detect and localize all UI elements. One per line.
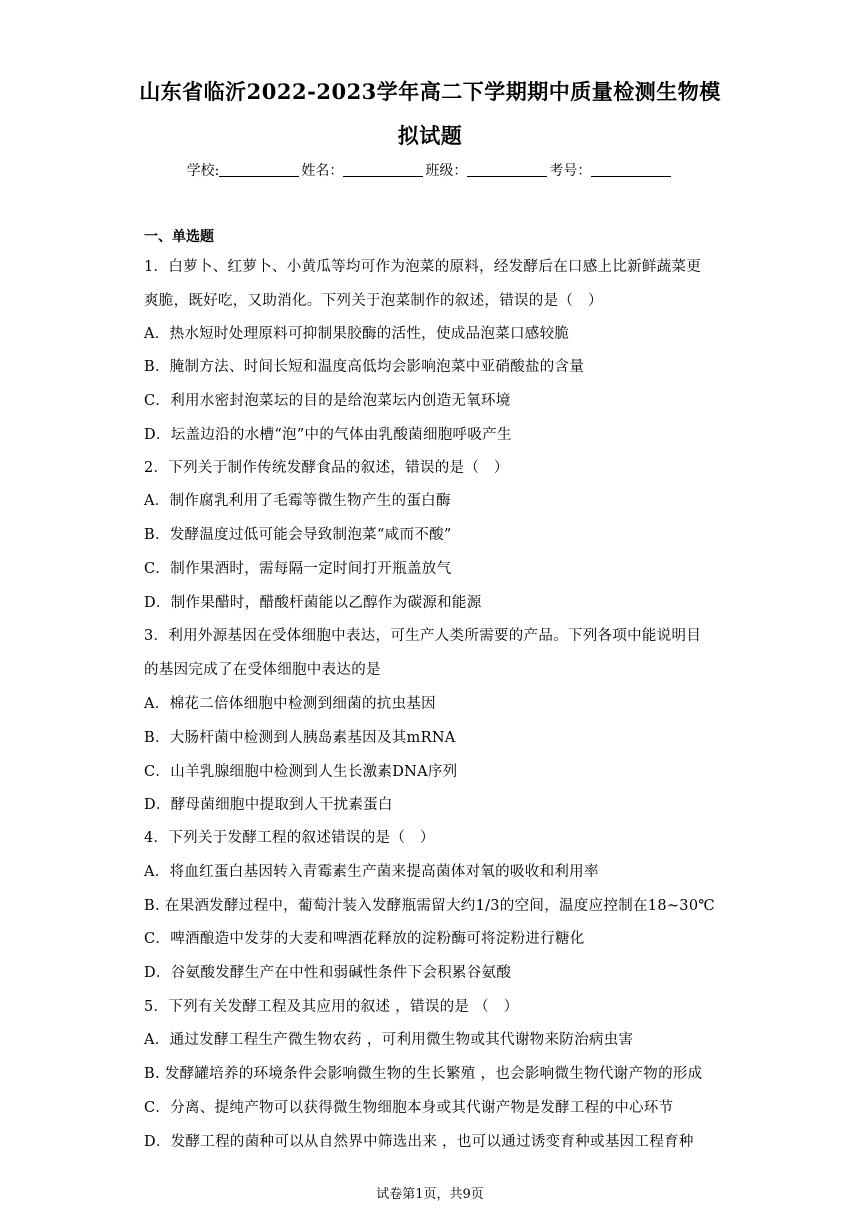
question-text-line: 爽脆，既好吃，又助消化。下列关于泡菜制作的叙述，错误的是（ ） <box>144 293 603 309</box>
option-line: C．利用水密封泡菜坛的目的是给泡菜坛内创造无氧环境 <box>144 393 511 409</box>
option-line: A．将血红蛋白基因转入青霉素生产菌来提高菌体对氧的吸收和利用率 <box>144 864 599 880</box>
option-line: A．热水短时处理原料可抑制果胶酶的活性，使成品泡菜口感较脆 <box>144 326 570 342</box>
class-label: 班级： <box>425 163 468 179</box>
option-line: D．坛盖边沿的水槽“泡”中的气体由乳酸菌细胞呼吸产生 <box>144 427 512 443</box>
option-line: A．通过发酵工程生产微生物农药 ，可利用微生物或其代谢物来防治病虫害 <box>144 1032 634 1048</box>
option-line: B．大肠杆菌中检测到人胰岛素基因及其mRNA <box>144 730 456 746</box>
question-text-line: 1．白萝卜、红萝卜、小黄瓜等均可作为泡菜的原料，经发酵后在口感上比新鲜蔬菜更 <box>144 259 702 275</box>
option-line: C．分离、提纯产物可以获得微生物细胞本身或其代谢产物是发酵工程的中心环节 <box>144 1100 674 1116</box>
exam-title-line1: 山东省临沂2022-2023学年高二下学期期中质量检测生物模 <box>139 79 721 104</box>
option-line: C．啤酒酿造中发芽的大麦和啤酒花释放的淀粉酶可将淀粉进行糖化 <box>144 931 585 947</box>
question-text-line: 5．下列有关发酵工程及其应用的叙述 ，错误的是 （ ） <box>144 999 519 1015</box>
option-line: D．发酵工程的菌种可以从自然界中筛选出来 ，也可以通过诱变育种或基因工程育种 <box>144 1134 694 1150</box>
exam-title-line2: 拟试题 <box>397 123 463 148</box>
school-label: 学校: <box>186 163 220 179</box>
question-text-line: 的基因完成了在受体细胞中表达的是 <box>144 662 381 678</box>
option-line: B．腌制方法、时间长短和温度高低均会影响泡菜中亚硝酸盐的含量 <box>144 359 585 375</box>
option-line: B. 在果酒发酵过程中，葡萄汁装入发酵瓶需留大约1/3的空间，温度应控制在18~30℃ <box>144 898 715 914</box>
school-blank <box>219 162 299 177</box>
option-line: B．发酵温度过低可能会导致制泡菜“咸而不酸” <box>144 527 452 543</box>
option-line: D．酵母菌细胞中提取到人干扰素蛋白 <box>144 797 393 813</box>
question-text-line: 3．利用外源基因在受体细胞中表达，可生产人类所需要的产品。下列各项中能说明目 <box>144 628 702 644</box>
option-line: A．制作腐乳利用了毛霉等微生物产生的蛋白酶 <box>144 493 451 509</box>
exam-no-blank <box>591 162 671 177</box>
page-footer: 试卷第1页，共9页 <box>376 1187 484 1202</box>
name-blank <box>343 162 423 177</box>
question-text-line: 4．下列关于发酵工程的叙述错误的是（ ） <box>144 830 435 846</box>
option-line: C．制作果酒时，需每隔一定时间打开瓶盖放气 <box>144 561 452 577</box>
option-line: C．山羊乳腺细胞中检测到人生长激素DNA序列 <box>144 764 458 780</box>
student-info-row <box>0 160 860 180</box>
question-text-line: 2．下列关于制作传统发酵食品的叙述，错误的是（ ） <box>144 460 509 476</box>
name-label: 姓名： <box>301 163 344 179</box>
section-title: 一、单选题 <box>144 229 214 245</box>
option-line: D．谷氨酸发酵生产在中性和弱碱性条件下会积累谷氨酸 <box>144 965 512 981</box>
option-line: A．棉花二倍体细胞中检测到细菌的抗虫基因 <box>144 696 436 712</box>
exam-no-label: 考号： <box>549 163 592 179</box>
option-line: B. 发酵罐培养的环境条件会影响微生物的生长繁殖 ，也会影响微生物代谢产物的形成 <box>144 1066 703 1082</box>
option-line: D．制作果醋时，醋酸杆菌能以乙醇作为碳源和能源 <box>144 595 482 611</box>
class-blank <box>467 162 547 177</box>
